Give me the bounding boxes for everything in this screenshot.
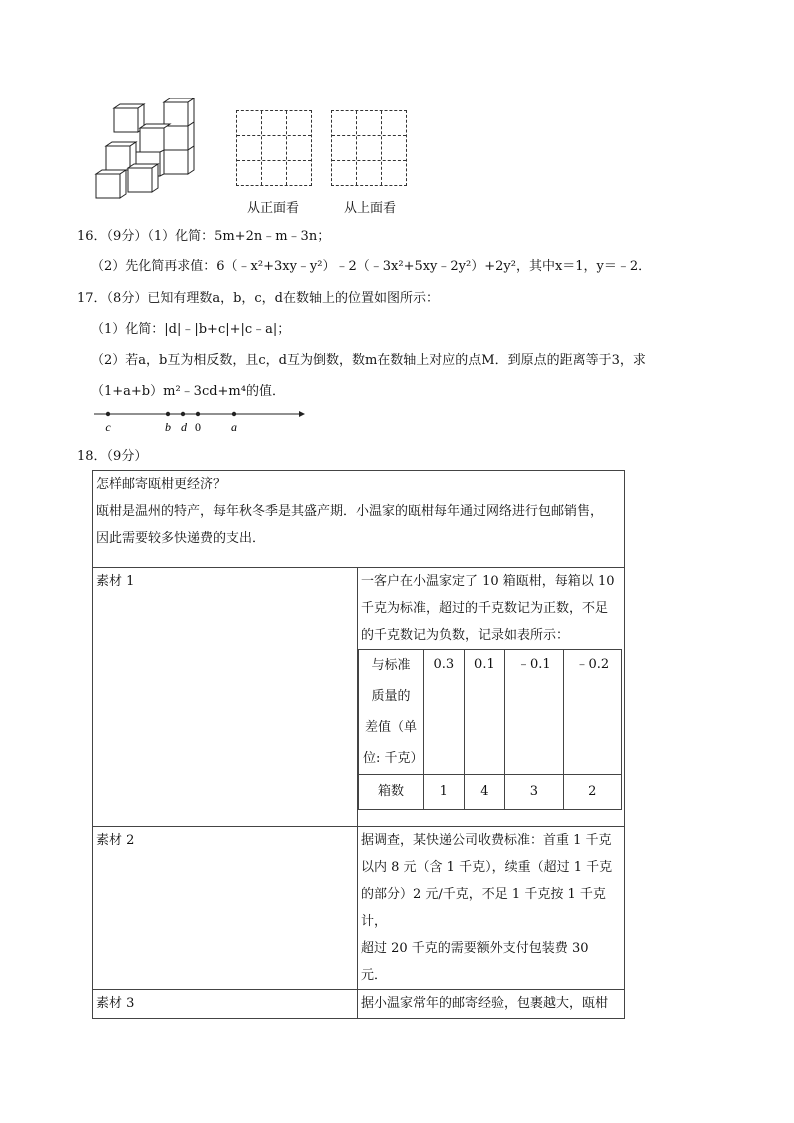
diff-cell: 0.1 [464, 650, 505, 775]
material2-content [358, 827, 625, 990]
count-cell: 2 [563, 775, 621, 810]
material2-line: 超过 20 千克的需要额外支付包装费 30 [361, 941, 589, 956]
material2-line: 元． [361, 968, 388, 983]
q17-part2: （2）若a，b互为相反数，且c，d互为倒数，数m在数轴上对应的点M．到原点的距离等于3，求 [91, 353, 646, 368]
q18-intro1: 瓯柑是温州的特产，每年秋冬季是其盛产期．小温家的瓯柑每年通过网络进行包邮销售， [96, 504, 604, 519]
material3-line: 据小温家常年的邮寄经验，包裹越大，瓯柑 [361, 996, 609, 1011]
q18-materials-table [92, 470, 625, 1019]
count-cell: 1 [424, 775, 465, 810]
point-0 [196, 412, 200, 416]
q18-title: 怎样邮寄瓯柑更经济？ [96, 477, 227, 492]
q16-header: 16．（9分）（1）化简：5m+2n﹣m﹣3n； [77, 229, 331, 244]
label-0: 0 [195, 420, 201, 434]
q17-header: 17．（8分）已知有理数a，b，c，d在数轴上的位置如图所示： [77, 291, 439, 306]
q18-header: 18．（9分） [77, 449, 148, 464]
stacked-cubes-figure [92, 98, 202, 208]
label-b: b [165, 420, 171, 434]
material1-line: 的千克数记为负数，记录如表所示： [361, 628, 570, 643]
label-a: a [231, 420, 237, 434]
front-view-grid [236, 110, 312, 186]
material2-line: 的部分）2 元/千克，不足 1 千克按 1 千克计， [361, 887, 606, 929]
material2-line: 据调查，某快递公司收费标准：首重 1 千克 [361, 833, 612, 848]
q16-part2: （2）先化简再求值：6（﹣x²+3xy﹣y²）﹣2（﹣3x²+5xy﹣2y²）+2y²，其中x＝1，y＝﹣2． [91, 259, 652, 274]
diff-row-header: 与标准 质量的 差值（单 位: 千克） [359, 650, 424, 775]
count-cell: 4 [464, 775, 505, 810]
top-view-caption: 从上面看 [344, 201, 397, 216]
count-cell: 3 [505, 775, 563, 810]
material2-line: 以内 8 元（含 1 千克），续重（超过 1 千克 [361, 860, 613, 875]
material3-content [358, 990, 625, 1019]
label-d: d [181, 420, 187, 434]
number-line [94, 404, 309, 436]
point-c [106, 412, 110, 416]
top-view-grid [331, 110, 407, 186]
q17-part1: （1）化简：|d|﹣|b+c|+|c﹣a|； [91, 322, 291, 337]
point-a [232, 412, 236, 416]
count-row-header: 箱数 [359, 775, 424, 810]
material1-line: 一客户在小温家定了 10 箱瓯柑，每箱以 10 [361, 574, 615, 589]
diff-cell: ﹣0.1 [505, 650, 563, 775]
diff-cell: 0.3 [424, 650, 465, 775]
q18-intro2: 因此需要较多快递费的支出． [96, 531, 266, 546]
q17-part2-cont: （1+a+b）m²﹣3cd+m⁴的值． [91, 384, 285, 399]
point-b [166, 412, 170, 416]
material3-label: 素材 3 [93, 990, 358, 1019]
q18-intro-cell [93, 471, 625, 568]
point-d [181, 412, 185, 416]
diff-cell: ﹣0.2 [563, 650, 621, 775]
material1-label: 素材 1 [93, 568, 358, 827]
front-view-caption: 从正面看 [247, 201, 300, 216]
label-c: c [105, 420, 111, 434]
weight-difference-table [358, 649, 622, 810]
material2-label: 素材 2 [93, 827, 358, 990]
material1-content [358, 568, 625, 827]
material1-line: 千克为标准，超过的千克数记为正数，不足 [361, 601, 609, 616]
